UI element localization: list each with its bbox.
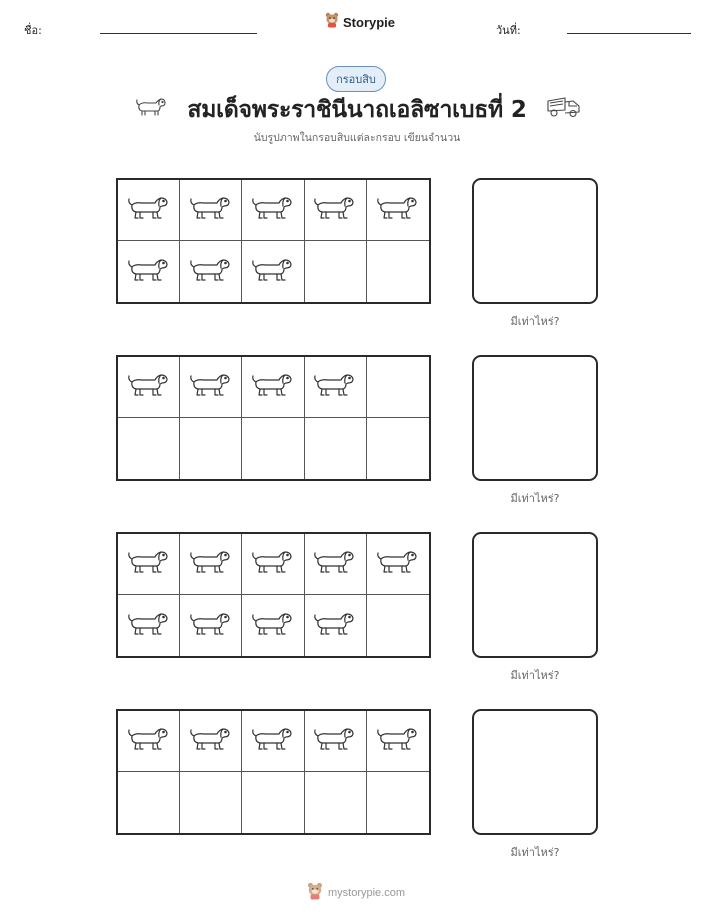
dachshund-icon xyxy=(188,545,234,583)
footer-url: mystorypie.com xyxy=(328,887,406,899)
ten-frame xyxy=(116,355,431,481)
dachshund-icon xyxy=(188,722,234,760)
ten-frame-cell xyxy=(305,595,367,656)
ten-frame xyxy=(116,532,431,658)
ten-frame-cell xyxy=(180,711,242,772)
ten-frame-cell xyxy=(242,180,304,241)
ten-frame-cell xyxy=(367,595,429,656)
ten-frame-cell xyxy=(118,418,180,479)
ten-frame-cell xyxy=(242,534,304,595)
ten-frame-cell xyxy=(180,180,242,241)
how-many-label: มีเท่าไหร่? xyxy=(510,315,560,328)
dachshund-icon xyxy=(312,607,358,645)
dachshund-icon xyxy=(126,368,172,406)
dachshund-icon xyxy=(250,253,296,291)
dachshund-icon xyxy=(312,368,358,406)
dachshund-icon xyxy=(250,191,296,229)
dachshund-icon xyxy=(126,253,172,291)
bear-icon xyxy=(307,882,323,904)
ten-frame-cell xyxy=(367,418,429,479)
ten-frame-cell xyxy=(242,711,304,772)
ten-frame-cell xyxy=(305,711,367,772)
name-label: ชื่อ: xyxy=(24,24,42,37)
dachshund-icon xyxy=(188,253,234,291)
dachshund-icon xyxy=(375,545,421,583)
ten-frame-cell xyxy=(367,241,429,302)
ten-frame-cell xyxy=(118,241,180,302)
ten-frame-cell xyxy=(180,772,242,833)
dachshund-icon xyxy=(375,722,421,760)
ten-frame-cell xyxy=(180,418,242,479)
ten-frame-cell xyxy=(367,180,429,241)
ten-frame-cell xyxy=(367,534,429,595)
how-many-label: มีเท่าไหร่? xyxy=(510,492,560,505)
topic-badge: กรอบสิบ xyxy=(326,66,386,92)
dachshund-icon xyxy=(188,191,234,229)
ten-frame-cell xyxy=(118,534,180,595)
date-label: วันที่: xyxy=(496,24,521,37)
ten-frame-cell xyxy=(180,534,242,595)
ten-frame-cell xyxy=(242,595,304,656)
dachshund-icon xyxy=(126,545,172,583)
ten-frame-cell xyxy=(242,241,304,302)
dachshund-icon xyxy=(126,607,172,645)
instructions: นับรูปภาพในกรอบสิบแต่ละกรอบ เขียนจำนวน xyxy=(253,132,461,144)
ten-frame-cell xyxy=(118,772,180,833)
ten-frame-cell xyxy=(367,772,429,833)
ten-frame-cell xyxy=(242,418,304,479)
dachshund-icon xyxy=(126,722,172,760)
ten-frame-cell xyxy=(305,357,367,418)
dachshund-icon xyxy=(375,191,421,229)
answer-box[interactable] xyxy=(472,355,598,481)
dachshund-icon xyxy=(250,545,296,583)
how-many-label: มีเท่าไหร่? xyxy=(510,846,560,859)
name-field-line[interactable] xyxy=(100,33,257,34)
how-many-label: มีเท่าไหร่? xyxy=(510,669,560,682)
dachshund-icon xyxy=(312,722,358,760)
ten-frame-cell xyxy=(242,357,304,418)
dachshund-icon xyxy=(312,191,358,229)
dachshund-icon xyxy=(188,368,234,406)
answer-box[interactable] xyxy=(472,178,598,304)
ten-frame-cell xyxy=(305,180,367,241)
dachshund-icon xyxy=(312,545,358,583)
ten-frame-cell xyxy=(305,772,367,833)
footer xyxy=(307,882,405,904)
ten-frame-cell xyxy=(118,357,180,418)
dachshund-icon xyxy=(250,368,296,406)
ten-frame xyxy=(116,178,431,304)
dachshund-icon xyxy=(188,607,234,645)
ten-frame xyxy=(116,709,431,835)
ten-frame-cell xyxy=(367,711,429,772)
bear-icon xyxy=(325,12,339,32)
ten-frame-cell xyxy=(118,711,180,772)
ten-frame-cell xyxy=(180,595,242,656)
truck-icon xyxy=(545,93,583,123)
answer-box[interactable] xyxy=(472,709,598,835)
date-field-line[interactable] xyxy=(567,33,691,34)
ten-frame-cell xyxy=(180,241,242,302)
ten-frame-cell xyxy=(118,180,180,241)
dachshund-icon xyxy=(126,191,172,229)
ten-frame-cell xyxy=(118,595,180,656)
answer-box[interactable] xyxy=(472,532,598,658)
brand-name: Storypie xyxy=(343,14,396,30)
ten-frame-cell xyxy=(180,357,242,418)
ten-frame-cell xyxy=(305,241,367,302)
ten-frame-cell xyxy=(305,534,367,595)
dachshund-icon xyxy=(250,607,296,645)
ten-frame-cell xyxy=(242,772,304,833)
ten-frame-cell xyxy=(367,357,429,418)
ten-frame-cell xyxy=(305,418,367,479)
dachshund-icon xyxy=(250,722,296,760)
page-title: สมเด็จพระราชินีนาถเอลิซาเบธที่ 2 xyxy=(187,97,527,123)
brand-logo xyxy=(325,12,395,32)
